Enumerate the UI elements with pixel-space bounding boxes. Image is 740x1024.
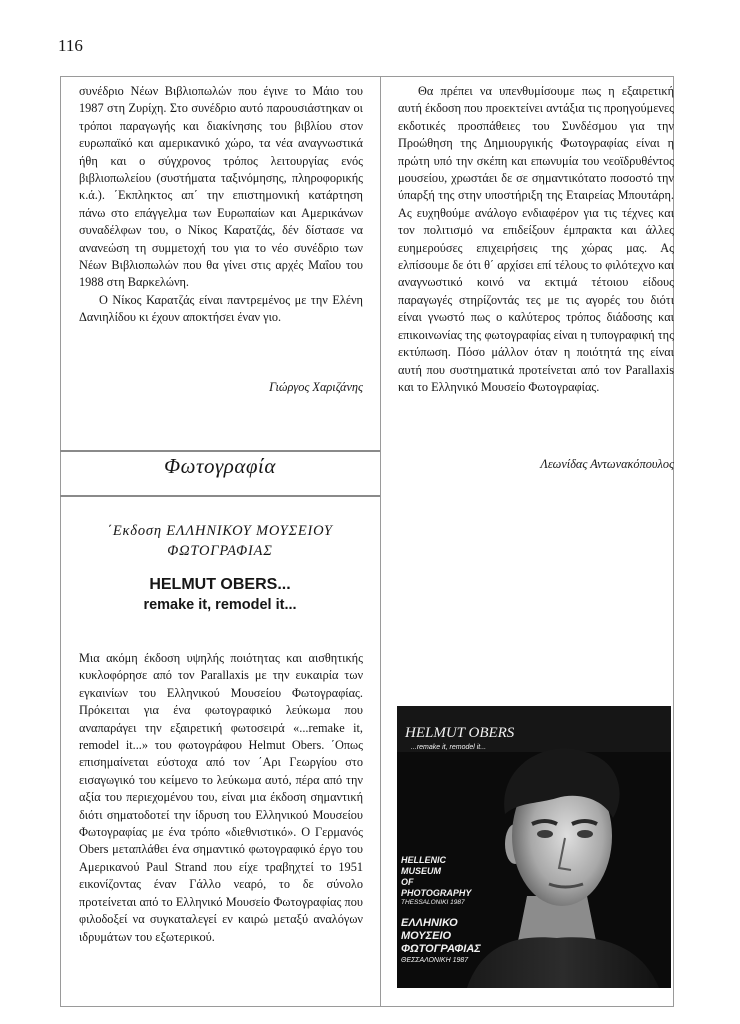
right-article-paragraph: Θα πρέπει να υπενθυμίσουμε πως η εξαιρετική αυτή έκδοση που προεκτείνει αντάξια τις προηγούμενες εκδοτικές προσπάθειες του Συνδέσμου για την Προώθηση της Δημιουργικής Φωτογραφίας είναι η πρώτη υπό την σκέπη και επωνυμία του νεοϊδρυθέντος μουσείου, χρωστάει δε σε σημαντικότατο ποσοστό την ύπαρξή της στην υποστήριξη της Εταιρείας Μπουτάρη. Ας ευχηθούμε ανάλογο ενδιαφέρον για τις τέχνες και τον πολιτισμό να επιδείξουν έμπρακτα και άλλες ευημερούσες επιχειρήσεις της χώρας μας. Ας ελπίσουμε δε ότι θ΄ αρχίσει επί τέλους το φιλότεχνο και αναγνωστικό κοινό να εκτιμά τέτοιου είδους παραγωγές στηρίζοντάς τες με τις αγορές του διότι είναι γνωστό πως ο καλύτερος τρόπος διάδοσης και επικοινωνίας της φωτογραφίας είναι η τυπογραφική της εκτύπωση. Πόσο μάλλον όταν η ποιότητά της είναι αυτή που συστηματικά προτείνεται από τον Parallaxis και το Ελληνικό Μουσείο Φωτογραφίας. <box>398 84 674 394</box>
frame-bottom-rule <box>60 1006 674 1007</box>
review-body-paragraph: Μια ακόμη έκδοση υψηλής ποιότητας και αισθητικής κυκλοφόρησε από τον Parallaxis με την ευκαιρία των εγκαινίων του Ελληνικού Μουσείου Φωτογραφίας. Πρόκειται για ένα φωτογραφικό λεύκωμα που αναπαράγει την εξαιρετική φωτοσειρά «...remake it, remodel it...» του φωτογράφου Helmut Obers. ΄Οπως επισημαίνεται εύστοχα από τον ΄Αρι Γεωργίου στο εισαγωγικό του κείμενο το λεύκωμα αυτό, πέρα από την αξία του περιεχομένου του, είναι μια έκδοση σημαντική διότι σηματοδοτεί την ίδρυση του Ελληνικού Μουσείου Φωτογραφίας με ένα τρόπο «διεθνιστικό». Ο Γερμανός Obers μεταπλάθει ένα σημαντικό φωτογραφικό έργο του Αμερικανού Paul Strand που είχε τραβηχτεί το 1951 εικονίζοντας έναν Γάλλο νεαρό, το δε σύνολο προτείνεται από το Ελληνικό Μουσείο Φωτογραφίας που φιλοδοξεί να συγκαταλεγεί εν καιρώ μεταξύ αναλόγων ιδρυμάτων του εξωτερικού. <box>79 651 363 944</box>
cover-museum-gr-line-3: ΦΩΤΟΓΡΑΦΙΑΣ <box>401 943 481 955</box>
cover-museum-en-line-4: PHOTOGRAPHY <box>401 888 472 898</box>
cover-museum-en-line-3: OF <box>401 877 414 887</box>
review-body <box>79 650 363 946</box>
frame-left-rule <box>60 76 61 1006</box>
cover-city-en: THESSALONIKI 1987 <box>401 899 465 906</box>
edition-line-2: ΦΩΤΟΓΡΑΦΙΑΣ <box>167 543 273 559</box>
section-band-bottom-rule <box>60 495 380 497</box>
book-title-line-1: HELMUT OBERS... <box>149 576 291 593</box>
album-cover-image <box>397 706 671 988</box>
cover-museum-en-line-2: MUSEUM <box>401 866 441 876</box>
cover-title: HELMUT OBERS <box>405 725 515 741</box>
left-article-signature: Γιώργος Χαριζάνης <box>269 380 363 394</box>
left-article-text <box>79 83 363 327</box>
cover-city-gr: ΘΕΣΣΑΛΟΝΙΚΗ 1987 <box>401 957 469 964</box>
book-title-line-2: remake it, remodel it... <box>143 597 297 613</box>
section-band-top-rule <box>60 450 380 452</box>
page-number: 116 <box>58 36 83 55</box>
cover-subtitle: ...remake it, remodel it... <box>411 744 487 751</box>
left-article-paragraph: συνέδριο Νέων Βιβλιοπωλών που έγινε το Μάιο του 1987 στη Ζυρίχη. Στο συνέδριο αυτό παρουσιάστηκαν οι τρόποι παραγωγής και διακίνησης του βιβλίου στον ευρωπαϊκό και αμερικανικό χώρο, τα νέα αναγνωστικά ήθη και ο σύγχρονος τρόπος λειτουργίας ενός βιβλιοπωλείου (συστήματα ταξινόμησης, πληροφορικής κ.ά.). ΄Εκπληκτος απ΄ την επιστημονική κατάρτηση πάνω στο επάγγελμα των Ευρωπαίων και Αμερικάνων συναδέλφων του, ο Νίκος Καρατζάς, δέν δίστασε να ανανεώση τη συμμετοχή του για το νέο συνέδριο των Νέων Βιβλιοπωλών που θα γίνει στις αρχές Μαΐου του 1988 στη Βαρκελώνη. <box>79 84 363 290</box>
cover-museum-en-line-1: HELLENIC <box>401 855 446 865</box>
cover-museum-gr-line-1: ΕΛΛΗΝΙΚΟ <box>401 917 458 929</box>
right-article-text <box>398 83 674 396</box>
left-article-paragraph: Ο Νίκος Καρατζάς είναι παντρεμένος με την Ελένη Δανιηλίδου κι έχουν αποκτήσει έναν γιο. <box>79 292 363 325</box>
edition-line-1: ΄Εκδοση ΕΛΛΗΝΙΚΟΥ ΜΟΥΣΕΙΟΥ <box>107 523 333 539</box>
cover-museum-gr-line-2: ΜΟΥΣΕΙΟ <box>401 930 452 942</box>
right-article-signature: Λεωνίδας Αντωνακόπουλος <box>540 457 674 471</box>
frame-top-rule <box>60 76 674 77</box>
column-divider <box>380 76 381 1006</box>
section-title: Φωτογραφία <box>164 454 276 478</box>
